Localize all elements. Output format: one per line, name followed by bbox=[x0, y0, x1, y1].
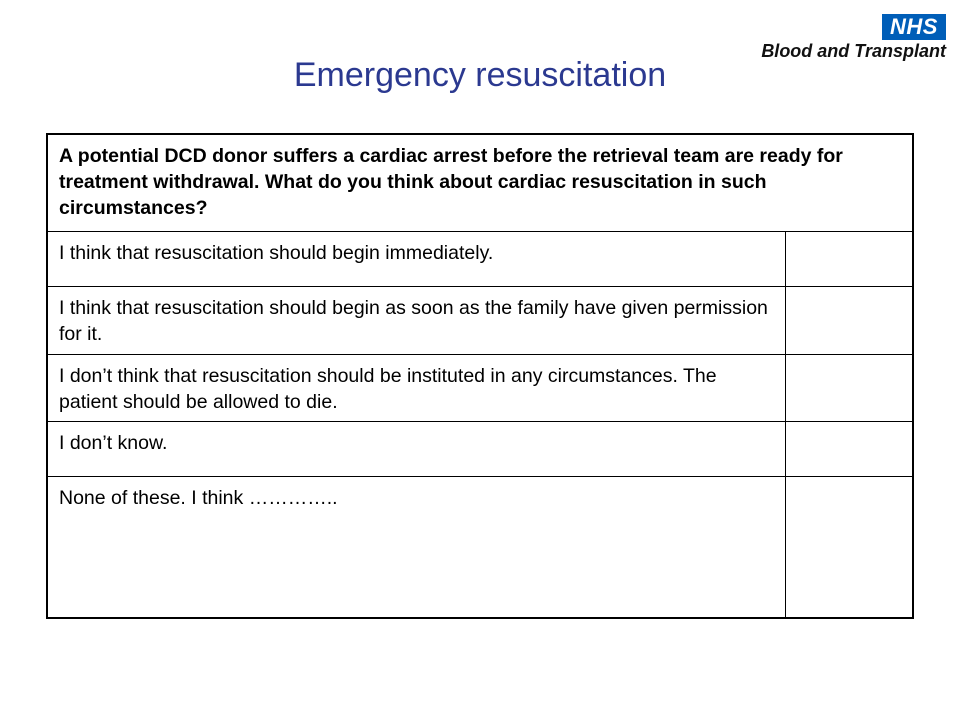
table-row bbox=[47, 286, 913, 354]
table-row bbox=[47, 476, 913, 618]
table-row bbox=[47, 354, 913, 421]
answer-cell[interactable] bbox=[786, 354, 914, 421]
answer-cell[interactable] bbox=[786, 476, 914, 618]
option-text: I think that resuscitation should begin as soon as the family have given permission for it. bbox=[47, 286, 786, 354]
survey-question: A potential DCD donor suffers a cardiac arrest before the retrieval team are ready for treatment withdrawal. What do you think about cardiac resuscitation in such circumstances? bbox=[47, 134, 913, 231]
answer-cell[interactable] bbox=[786, 286, 914, 354]
option-text: I think that resuscitation should begin immediately. bbox=[47, 231, 786, 286]
organization-name: Blood and Transplant bbox=[761, 41, 946, 61]
answer-cell[interactable] bbox=[786, 231, 914, 286]
answer-cell[interactable] bbox=[786, 421, 914, 476]
table-row bbox=[47, 421, 913, 476]
table-row bbox=[47, 231, 913, 286]
nhs-logo-badge: NHS bbox=[882, 14, 946, 40]
slide-title: Emergency resuscitation bbox=[293, 56, 667, 94]
option-text: I don’t think that resuscitation should be instituted in any circumstances. The patient should be allowed to die. bbox=[47, 354, 786, 421]
option-text: None of these. I think ………….. bbox=[47, 476, 786, 618]
option-text: I don’t know. bbox=[47, 421, 786, 476]
survey-table bbox=[46, 133, 914, 619]
question-row bbox=[47, 134, 913, 231]
